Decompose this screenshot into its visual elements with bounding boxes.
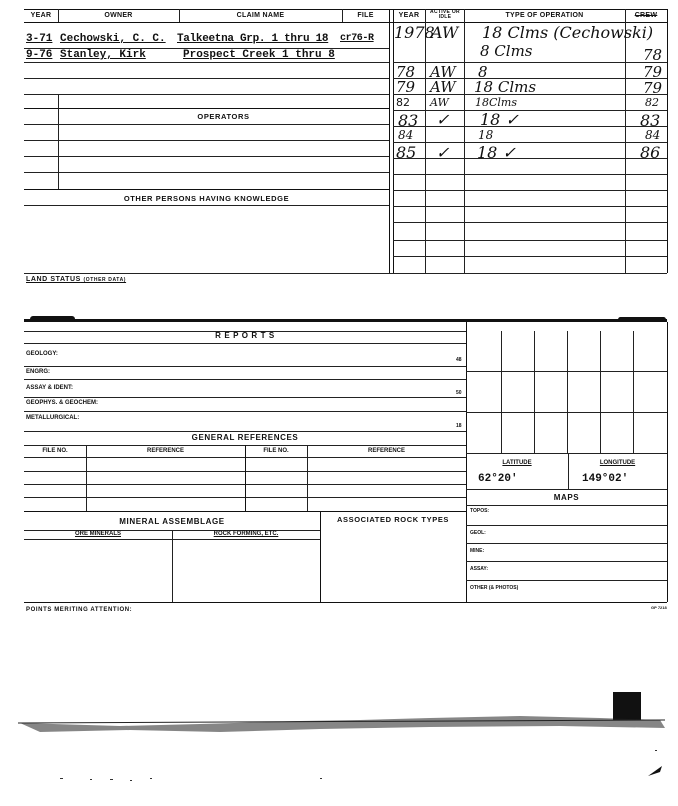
header-year: YEAR bbox=[30, 12, 52, 19]
header-crew: CREW bbox=[634, 12, 658, 19]
report-engrg: ENGRG: bbox=[26, 369, 50, 375]
claim-row-1-claim: Talkeetna Grp. 1 thru 18 bbox=[177, 33, 329, 45]
op-row-4-crew: 79 bbox=[643, 79, 663, 97]
op-row-4-type: 18 Clms bbox=[474, 78, 537, 96]
op-row-5-year: 82 bbox=[396, 96, 410, 109]
report-geophys: GEOPHYS. & GEOCHEM: bbox=[26, 400, 99, 406]
op-row-1-year: 1978 bbox=[394, 23, 435, 42]
op-row-7-crew: 84 bbox=[645, 128, 661, 142]
reports-heading: R E P O R T S bbox=[215, 331, 275, 340]
op-row-1-type: 18 Clms (Cechowski) bbox=[482, 23, 654, 42]
header-active-or-idle: ACTIVE OR IDLE bbox=[430, 9, 460, 20]
op-row-8-year: 85 bbox=[396, 143, 417, 162]
black-square bbox=[613, 692, 641, 720]
op-row-5-crew: 82 bbox=[645, 96, 659, 109]
op-row-4-year: 79 bbox=[396, 78, 416, 96]
separator-smudge-left bbox=[30, 316, 75, 322]
section-separator bbox=[24, 319, 667, 322]
report-geology: GEOLOGY: bbox=[26, 351, 58, 357]
op-row-2-type: 8 Clms bbox=[480, 42, 533, 60]
op-row-8-status: ✓ bbox=[436, 143, 450, 162]
op-row-7-type: 18 bbox=[478, 128, 494, 142]
land-status-label: LAND STATUS bbox=[26, 276, 81, 283]
header-type-of-operation: TYPE OF OPERATION bbox=[505, 12, 584, 19]
report-metallurgical-num: 18 bbox=[456, 423, 462, 429]
header-file: FILE bbox=[357, 12, 374, 19]
op-row-7-year: 84 bbox=[398, 128, 414, 142]
rock-forming-header: ROCK FORMING, ETC. bbox=[213, 531, 279, 537]
claim-row-2-year: 9-76 bbox=[26, 49, 53, 61]
header-claim-name: CLAIM NAME bbox=[236, 12, 285, 19]
op-row-8-type: 18 ✓ bbox=[477, 143, 516, 162]
maps-topos: TOPOS: bbox=[470, 508, 490, 514]
form-number: GP 7218 bbox=[651, 605, 667, 610]
header-year-2: YEAR bbox=[398, 12, 420, 19]
torn-edge-smear bbox=[20, 716, 665, 732]
claim-row-1-owner: Cechowski, C. C. bbox=[60, 33, 166, 45]
scan-noise-bottom bbox=[0, 680, 678, 806]
general-references-heading: GENERAL REFERENCES bbox=[191, 433, 299, 442]
land-status-sub: (OTHER DATA) bbox=[83, 277, 127, 283]
latitude-label: LATITUDE bbox=[502, 460, 532, 466]
op-row-6-year: 83 bbox=[398, 111, 419, 130]
gr-reference-1: REFERENCE bbox=[146, 448, 184, 454]
op-row-5-type: 18Clms bbox=[475, 96, 518, 109]
report-assay-num: 50 bbox=[456, 390, 462, 396]
op-row-6-type: 18 ✓ bbox=[480, 110, 519, 129]
maps-geol: GEOL: bbox=[470, 530, 486, 536]
maps-other: OTHER (& PHOTOS) bbox=[470, 585, 519, 591]
land-status-heading bbox=[26, 276, 126, 283]
corner-smudge bbox=[648, 766, 662, 776]
op-row-2-crew: 78 bbox=[643, 46, 663, 64]
op-row-3-year: 78 bbox=[396, 63, 416, 81]
op-row-4-status: AW bbox=[430, 78, 456, 96]
op-row-3-status: AW bbox=[430, 63, 456, 81]
report-metallurgical: METALLURGICAL: bbox=[26, 415, 80, 421]
claim-row-1-year: 3-71 bbox=[26, 33, 53, 45]
op-row-3-crew: 79 bbox=[643, 63, 663, 81]
op-row-6-status: ✓ bbox=[436, 110, 450, 129]
ore-minerals-header: ORE MINERALS bbox=[74, 531, 121, 537]
operators-heading: OPERATORS bbox=[197, 112, 250, 121]
separator-smudge-right bbox=[618, 317, 666, 322]
longitude-value: 149°02' bbox=[582, 473, 629, 485]
mineral-assemblage-heading: MINERAL ASSEMBLAGE bbox=[119, 517, 225, 526]
gr-file-no-1: FILE NO. bbox=[42, 448, 68, 454]
other-persons-heading: OTHER PERSONS HAVING KNOWLEDGE bbox=[123, 194, 290, 203]
report-assay: ASSAY & IDENT: bbox=[26, 385, 74, 391]
points-meriting-heading: POINTS MERITING ATTENTION: bbox=[26, 607, 133, 613]
op-row-6-crew: 83 bbox=[640, 111, 661, 130]
report-geology-num: 48 bbox=[456, 357, 462, 363]
gr-file-no-2: FILE NO. bbox=[263, 448, 289, 454]
maps-mine: MINE: bbox=[470, 548, 485, 554]
op-row-8-crew: 86 bbox=[640, 143, 661, 162]
claim-row-2-claim: Prospect Creek 1 thru 8 bbox=[183, 49, 335, 61]
longitude-label: LONGITUDE bbox=[599, 460, 636, 466]
associated-rock-types-heading: ASSOCIATED ROCK TYPES bbox=[336, 515, 450, 524]
gr-reference-2: REFERENCE bbox=[367, 448, 405, 454]
claim-row-2-owner: Stanley, Kirk bbox=[60, 49, 146, 61]
claim-row-1-file: cr76-R bbox=[340, 33, 374, 44]
header-owner: OWNER bbox=[104, 12, 133, 19]
maps-heading: MAPS bbox=[553, 493, 580, 502]
maps-assay: ASSAY: bbox=[470, 566, 489, 572]
latitude-value: 62°20' bbox=[478, 473, 518, 485]
op-row-1-status: AW bbox=[431, 23, 459, 42]
op-row-5-status: AW bbox=[430, 96, 449, 109]
op-row-3-type: 8 bbox=[478, 63, 488, 81]
